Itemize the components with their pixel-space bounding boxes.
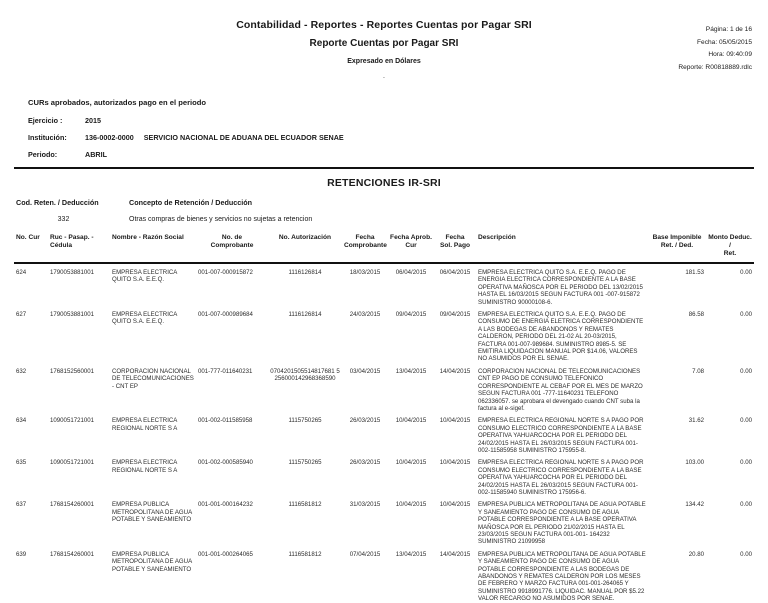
cell-base-imponible: 7.08 <box>692 367 704 375</box>
cell-nombre: EMPRESA ELECTRICA REGIONAL NORTE S A <box>112 459 178 474</box>
table-row <box>14 306 754 363</box>
cell-fecha-aprob-cur: 10/04/2015 <box>395 459 427 467</box>
cell-comprobante: 001-001-000264065 <box>198 550 253 558</box>
cell-autorizacion: 1115750265 <box>288 417 322 425</box>
cell-no-cur: 627 <box>16 311 27 319</box>
cell-monto-deduc: 0.00 <box>740 367 752 375</box>
cell-ruc: 1790053881001 <box>50 269 95 276</box>
table-row <box>14 496 754 545</box>
cell-fecha-aprob-cur: 13/04/2015 <box>395 367 427 375</box>
document-header <box>0 0 768 90</box>
institucion-label: Institución: <box>28 133 67 142</box>
cell-no-cur: 635 <box>16 459 27 467</box>
cell-ruc: 1768154260001 <box>50 550 95 558</box>
cell-nombre: EMPRESA PUBLICA METROPOLITANA DE AGUA POTABLE Y SANEAMIENTO <box>112 550 192 573</box>
criteria-row-institucion <box>28 133 768 142</box>
cell-descripcion: EMPRESA PUBLICA METROPOLITANA DE AGUA POTABLE Y SANEAMIENTO PAGO DE CONSUMO DE AGUA POTABLE CORRESPONDIENTE A LA BASE OPERATIVA MAÑOSCA POR EL PERIODO 21/02/2015 HASTA EL 23/03/2015 SEGUN FACTURA 001-001- 164232 SUMINISTRO 21099958 <box>478 501 646 546</box>
cell-fecha-sol-pago: 10/04/2015 <box>439 501 471 509</box>
cell-nombre: CORPORACION NACIONAL DE TELECOMUNICACIONES - CNT EP <box>112 367 194 390</box>
cell-autorizacion: 1116126814 <box>288 311 322 319</box>
cell-monto-deduc: 0.00 <box>740 459 752 467</box>
cell-monto-deduc: 0.00 <box>740 269 752 276</box>
cell-autorizacion: 1115750265 <box>288 459 322 467</box>
cell-fecha-aprob-cur: 06/04/2015 <box>395 269 427 276</box>
ejercicio-value: 2015 <box>85 116 101 125</box>
col-header-monto-deduc: Monto Deduc. / Ret. <box>706 234 754 263</box>
cell-monto-deduc: 0.00 <box>740 417 752 425</box>
cell-no-cur: 634 <box>16 417 27 425</box>
ejercicio-label: Ejercicio : <box>28 116 63 125</box>
cell-fecha-sol-pago: 10/04/2015 <box>439 459 471 467</box>
table-body <box>14 263 754 603</box>
cell-comprobante: 001-777-011640231 <box>198 367 253 375</box>
col-header-autorizacion: No. Autorización <box>268 234 342 263</box>
title-separator-dot: . <box>383 73 385 80</box>
cell-fecha-comprobante: 18/03/2015 <box>349 269 381 276</box>
cell-base-imponible: 103.00 <box>685 459 704 467</box>
col-header-descripcion: Descripción <box>476 234 648 263</box>
cell-ruc: 1768152560001 <box>50 367 95 375</box>
cell-comprobante: 001-002-000585940 <box>198 459 253 467</box>
cell-fecha-aprob-cur: 09/04/2015 <box>395 311 427 319</box>
table-header <box>14 234 754 263</box>
header-divider <box>14 167 754 169</box>
cell-no-cur: 637 <box>16 501 27 509</box>
cell-base-imponible: 31.62 <box>688 417 704 425</box>
cell-nombre: EMPRESA ELECTRICA REGIONAL NORTE S A <box>112 417 178 432</box>
table-row <box>14 546 754 603</box>
concept-header-row <box>0 198 768 207</box>
table-row <box>14 412 754 454</box>
section-title: RETENCIONES IR-SRI <box>327 177 441 189</box>
table-row <box>14 263 754 306</box>
cell-no-cur: 632 <box>16 367 27 375</box>
cell-descripcion: EMPRESA ELECTRICA QUITO S.A. E.E.Q. PAGO DE ENERGIA ELECTRICA CORRESPONDIENTE A LA BASE OPERATIVA MAÑOSCA POR EL PERIODO DEL 13/02/2015 HASTA EL 16/03/2015 SEGUN FACTURA 001 -007-915872 SUMINISTRO 90000108-6. <box>478 269 643 306</box>
cell-descripcion: CORPORACION NACIONAL DE TELECOMUNICACIONES CNT EP PAGO DE CONSUMO TELEFONICO CORRESPONDIENTE AL CEBAF POR EL MES DE MARZO SEGUN FACTURA 001 -777-11640231 TELEFONO 062336057. se aprobara el devengado cuando CNT suba la factura al e-sigef. <box>478 367 643 412</box>
cell-no-cur: 639 <box>16 550 27 558</box>
col-header-fecha-comprobante: Fecha Comprobante <box>342 234 388 263</box>
cell-base-imponible: 86.58 <box>688 311 704 319</box>
report-subtitle: Reporte Cuentas por Pagar SRI <box>309 38 459 49</box>
cell-comprobante: 001-001-000164232 <box>198 501 253 509</box>
col-header-fecha-sol-pago: Fecha Sol. Pago <box>434 234 476 263</box>
criteria-row-periodo <box>28 150 768 159</box>
meta-time: Hora: 09:40:09 <box>708 51 752 58</box>
table-container <box>0 234 768 603</box>
cell-fecha-sol-pago: 14/04/2015 <box>439 367 471 375</box>
concept-code: 332 <box>57 216 70 223</box>
cell-monto-deduc: 0.00 <box>740 501 752 509</box>
cell-ruc: 1090051721001 <box>50 459 95 467</box>
col-header-nombre: Nombre - Razón Social <box>110 234 196 263</box>
table-row <box>14 454 754 496</box>
concept-code-header: Cod. Reten. / Deducción <box>16 198 99 207</box>
cell-autorizacion: 1116581812 <box>288 550 322 558</box>
accounts-payable-table <box>14 234 754 603</box>
table-header-row <box>14 234 754 263</box>
col-header-base-imponible: Base Imponible Ret. / Ded. <box>648 234 706 263</box>
institucion-code: 136-0002-0000 <box>85 133 134 142</box>
cell-ruc: 1090051721001 <box>50 417 95 425</box>
cell-base-imponible: 134.42 <box>685 501 704 509</box>
periodo-value: ABRIL <box>85 150 107 159</box>
report-metadata <box>562 24 752 74</box>
criteria-row-ejercicio <box>28 116 768 125</box>
col-header-ruc: Ruc - Pasap. - Cédula <box>48 234 110 263</box>
concept-description: Otras compras de bienes y servicios no sujetas a retencion <box>129 216 313 223</box>
cell-ruc: 1768154260001 <box>50 501 95 509</box>
col-header-fecha-aprob-cur: Fecha Aprob. Cur <box>388 234 434 263</box>
cell-no-cur: 624 <box>16 269 27 276</box>
criteria-title: CURs aprobados, autorizados pago en el periodo <box>28 98 207 107</box>
institucion-value <box>85 133 344 142</box>
cell-descripcion: EMPRESA ELECTRICA QUITO S.A. E.E.Q. PAGO DE CONSUMO DE ENERGIA ELETRICA CORRESPONDIENTE A LAS BODEGAS DE ABANDONOS Y REMATES CALDERON, PERIODO DEL 21-02 AL 20-03/2015, FACTURA 001-007-989684. SUMINISTRO 8985-5. SE EMITIRA LIQUIDACION MANUAL POR $14.06, VALORES NO ASUMIDOS POR EL SENAE. <box>478 311 644 363</box>
currency-note: Expresado en Dólares <box>347 58 421 65</box>
criteria-block <box>0 98 768 159</box>
cell-autorizacion: 0704201505514817681 5256000142968368590 <box>270 367 340 383</box>
cell-comprobante: 001-002-011585958 <box>198 417 253 425</box>
cell-fecha-aprob-cur: 10/04/2015 <box>395 501 427 509</box>
institucion-name: SERVICIO NACIONAL DE ADUANA DEL ECUADOR SENAE <box>143 133 344 142</box>
cell-fecha-comprobante: 31/03/2015 <box>349 501 381 509</box>
cell-comprobante: 001-007-000915872 <box>198 269 253 276</box>
table-row <box>14 363 754 412</box>
cell-fecha-comprobante: 07/04/2015 <box>349 550 381 558</box>
cell-fecha-sol-pago: 06/04/2015 <box>439 269 471 276</box>
meta-date: Fecha: 05/05/2015 <box>697 38 752 46</box>
cell-base-imponible: 181.53 <box>685 269 704 276</box>
cell-fecha-comprobante: 03/04/2015 <box>349 367 381 375</box>
col-header-no-cur: No. Cur <box>14 234 48 263</box>
cell-base-imponible: 20.80 <box>688 550 704 558</box>
cell-ruc: 1790053881001 <box>50 311 95 319</box>
cell-fecha-comprobante: 24/03/2015 <box>349 311 381 319</box>
cell-fecha-comprobante: 26/03/2015 <box>349 459 381 467</box>
cell-fecha-sol-pago: 14/04/2015 <box>439 550 471 558</box>
cell-nombre: EMPRESA ELECTRICA QUITO S.A. E.E.Q. <box>112 269 178 284</box>
concept-desc-header: Concepto de Retención / Deducción <box>129 198 252 207</box>
cell-fecha-sol-pago: 09/04/2015 <box>439 311 471 319</box>
concept-row <box>0 216 768 223</box>
meta-report-id: Reporte: R00818889.rdlc <box>678 63 752 71</box>
col-header-comprobante: No. de Comprobante <box>196 234 268 263</box>
cell-fecha-aprob-cur: 13/04/2015 <box>395 550 427 558</box>
periodo-label: Periodo: <box>28 150 58 159</box>
cell-descripcion: EMPRESA ELECTRICA REGIONAL NORTE S A PAGO POR CONSUMO ELECTRICO CORRESPONDIENTE A LA BASE OPERATIVA YAHUARCOCHA POR EL PERIODO DEL 24/02/2015 HASTA EL 26/03/2015 SEGUN FACTURA 001-002-11585958 SUMINISTRO 175955-8. <box>478 417 644 454</box>
cell-descripcion: EMPRESA PUBLICA METROPOLITANA DE AGUA POTABLE Y SANEAMIENTO PAGO DE CONSUMO DE AGUA POTABLE CORRESPONDIENTE A LAS BODEGAS DE ABANDONOS Y REMATES CALDERON POR LOS MESES DE FEBRERO Y MARZO FACTURA 001-001-264065 Y SUMINISTRO 9918991776. LIQUIDAC. MANUAL POR $5.22 VALOR RECARGO NO ASUMIDOS POR SENAE. <box>478 550 646 603</box>
cell-fecha-aprob-cur: 10/04/2015 <box>395 417 427 425</box>
cell-monto-deduc: 0.00 <box>740 311 752 319</box>
cell-nombre: EMPRESA ELECTRICA QUITO S.A. E.E.Q. <box>112 311 178 326</box>
page-title: Contabilidad - Reportes - Reportes Cuentas por Pagar SRI <box>236 19 532 31</box>
cell-descripcion: EMPRESA ELECTRICA REGIONAL NORTE S A PAGO POR CONSUMO ELECTRICO CORRESPONDIENTE A LA BASE OPERATIVA YAHUARCOCHA POR EL PERIODO DEL 24/02/2015 HASTA EL 26/03/2015 SEGUN FACTURA 001-002-11585940 SUMINISTRO 175956-6. <box>478 459 644 496</box>
meta-page: Página: 1 de 16 <box>705 26 752 33</box>
cell-autorizacion: 1116581812 <box>288 501 322 509</box>
cell-fecha-comprobante: 26/03/2015 <box>349 417 381 425</box>
cell-autorizacion: 1116126814 <box>288 269 322 276</box>
cell-nombre: EMPRESA PUBLICA METROPOLITANA DE AGUA POTABLE Y SANEAMIENTO <box>112 501 192 524</box>
cell-comprobante: 001-007-000989684 <box>198 311 253 319</box>
cell-fecha-sol-pago: 10/04/2015 <box>439 417 471 425</box>
cell-monto-deduc: 0.00 <box>740 550 752 558</box>
